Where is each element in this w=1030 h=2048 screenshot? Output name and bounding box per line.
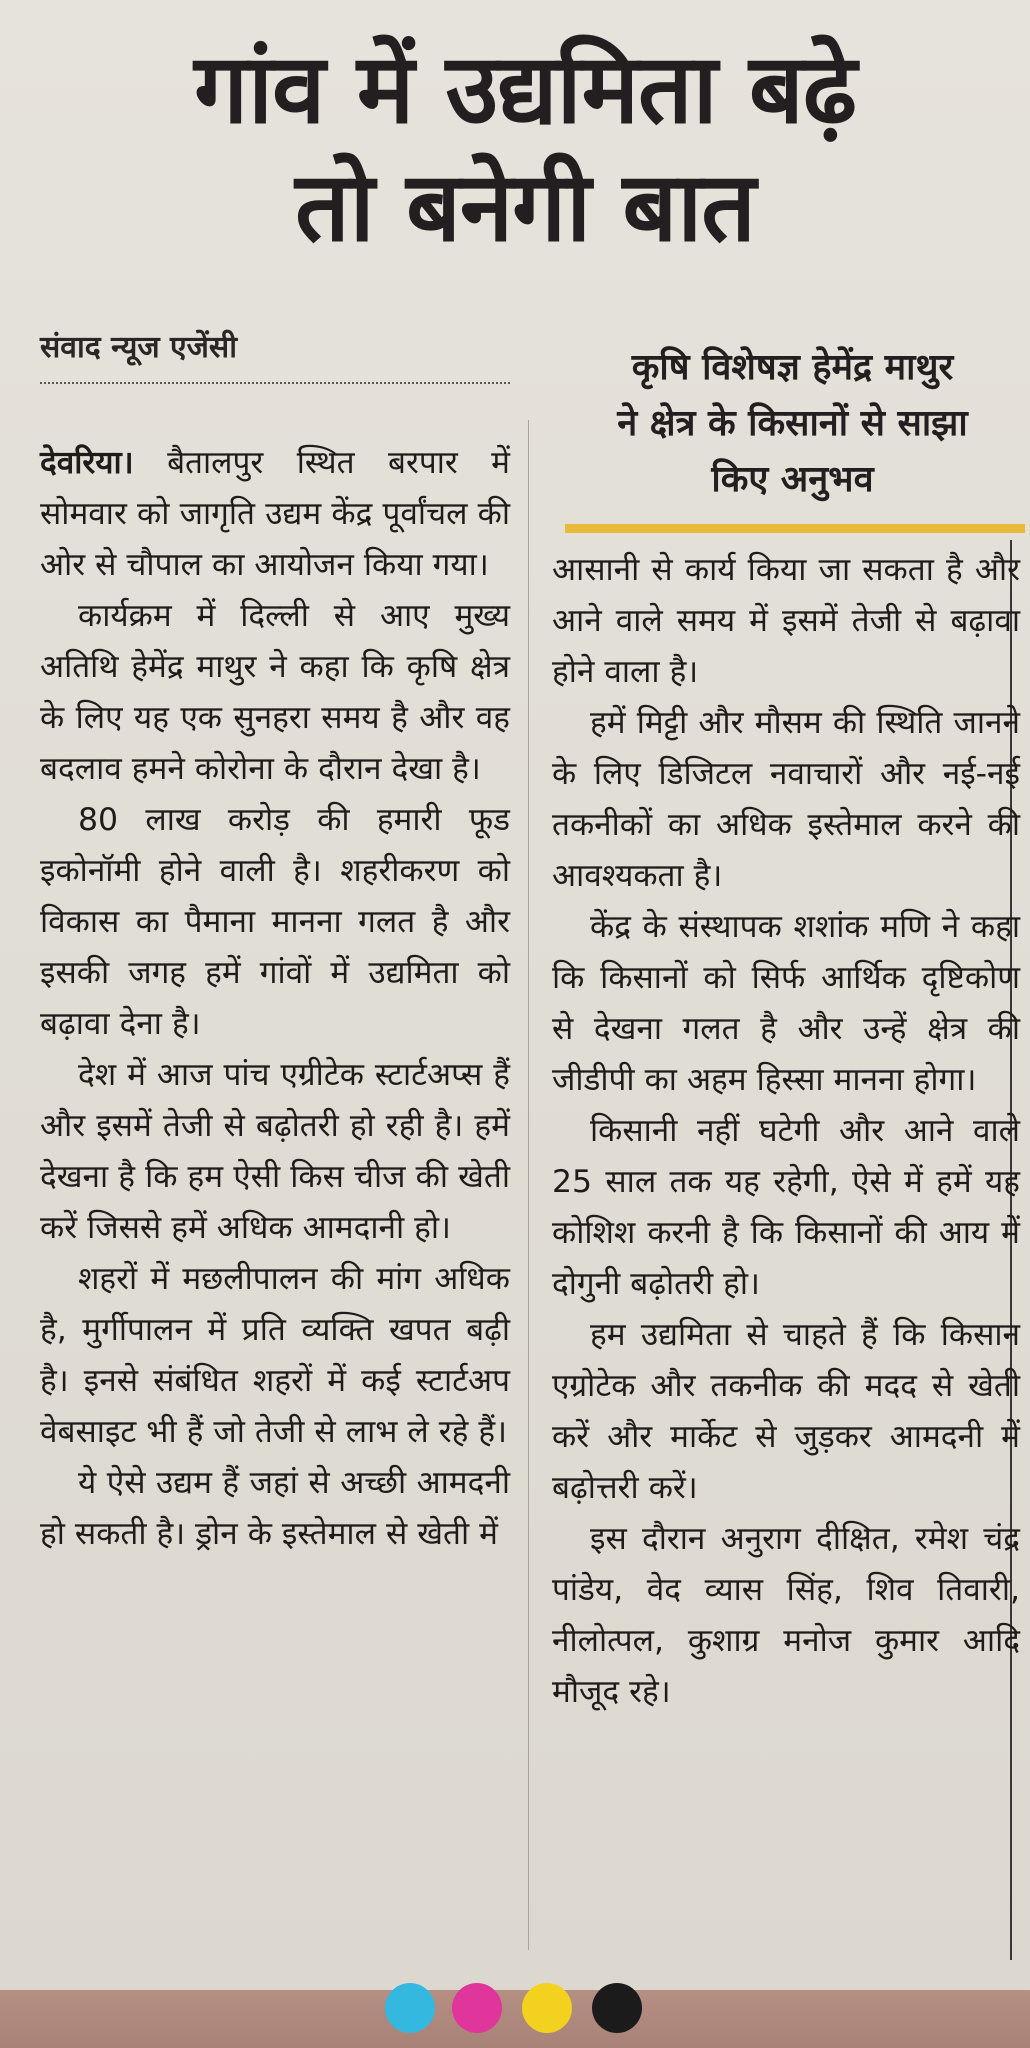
- subheadline-line-1: कृषि विशेषज्ञ हेमेंद्र माथुर: [631, 347, 954, 388]
- article-paragraph: 80 लाख करोड़ की हमारी फूड इकोनॉमी होने वाली है। शहरीकरण को विकास का पैमाना मानना गलत है और इसकी जगह हमें गांवों में उद्यमिता को बढ़ावा देना है।: [40, 802, 510, 1042]
- print-margin-band: [0, 1990, 1030, 2048]
- subheadline-line-3: किए अनुभव: [711, 459, 874, 500]
- article-paragraph: देश में आज पांच एग्रीटेक स्टार्टअप्स हैं और इसमें तेजी से बढ़ोतरी हो रही है। हमें देखना है कि हम ऐसी किस चीज की खेती करें जिससे हमें अधिक आमदानी हो।: [40, 1057, 510, 1246]
- article-column-left: [40, 438, 510, 1560]
- article-paragraph: केंद्र के संस्थापक शशांक मणि ने कहा कि किसानों को सिर्फ आर्थिक दृष्टिकोण से देखना गलत है और उन्हें क्षेत्र की जीडीपी का अहम हिस्सा मानना होगा।: [552, 909, 1020, 1098]
- headline: [40, 30, 1010, 266]
- article-paragraph: हमें मिट्टी और मौसम की स्थिति जानने के लिए डिजिटल नवाचारों और नई-नई तकनीकों का अधिक इस्तेमाल करने की आवश्यकता है।: [552, 705, 1020, 894]
- subheadline-line-2: ने क्षेत्र के किसानों से साझा: [617, 403, 968, 444]
- column-divider: [528, 420, 529, 1950]
- article-paragraph: इस दौरान अनुराग दीक्षित, रमेश चंद्र पांडेय, वेद व्यास सिंह, शिव तिवारी, नीलोत्पल, कुशाग्र मनोज कुमार आदि मौजूद रहे।: [552, 1521, 1020, 1710]
- article-paragraph: ये ऐसे उद्यम हैं जहां से अच्छी आमदनी हो सकती है। ड्रोन के इस्तेमाल से खेती में: [40, 1465, 510, 1552]
- article-paragraph: किसानी नहीं घटेगी और आने वाले 25 साल तक यह रहेगी, ऐसे में हमें यह कोशिश करनी है कि किसानों की आय में दोगुनी बढ़ोतरी हो।: [552, 1113, 1020, 1302]
- subheadline: [560, 340, 1025, 508]
- black-registration-dot: [592, 1983, 642, 2033]
- article-paragraph: आसानी से कार्य किया जा सकता है और आने वाले समय में इसमें तेजी से बढ़ावा होने वाला है।: [552, 552, 1020, 690]
- cyan-registration-dot: [385, 1983, 435, 2033]
- article-paragraph: हम उद्यमिता से चाहते हैं कि किसान एग्रोटेक और तकनीक की मदद से खेती करें और मार्केट से जुड़कर आमदनी में बढ़ोत्तरी करें।: [552, 1317, 1020, 1506]
- article-paragraph: कार्यक्रम में दिल्ली से आए मुख्य अतिथि हेमेंद्र माथुर ने कहा कि कृषि क्षेत्र के लिए यह एक सुनहरा समय है और वह बदलाव हमने कोरोना के दौरान देखा है।: [40, 598, 510, 787]
- dateline: देवरिया।: [40, 445, 134, 481]
- article-paragraph: शहरों में मछलीपालन की मांग अधिक है, मुर्गीपालन में प्रति व्यक्ति खपत बढ़ी है। इनसे संबंधित शहरों में कई स्टार्टअप वेबसाइट भी हैं जो तेजी से लाभ ले रहे हैं।: [40, 1261, 510, 1450]
- article-column-right: [552, 545, 1020, 1718]
- yellow-registration-dot: [522, 1983, 572, 2033]
- magenta-registration-dot: [452, 1983, 502, 2033]
- headline-line-1: गांव में उद्यमिता बढ़े: [194, 33, 856, 145]
- byline: संवाद न्यूज एजेंसी: [40, 325, 510, 384]
- subheadline-underline: [565, 524, 1025, 533]
- article-paragraph: देवरिया। बैतालपुर स्थित बरपार में सोमवार को जागृति उद्यम केंद्र पूर्वांचल की ओर से चौपाल का आयोजन किया गया।: [40, 445, 511, 583]
- headline-line-2: तो बनेगी बात: [295, 151, 755, 263]
